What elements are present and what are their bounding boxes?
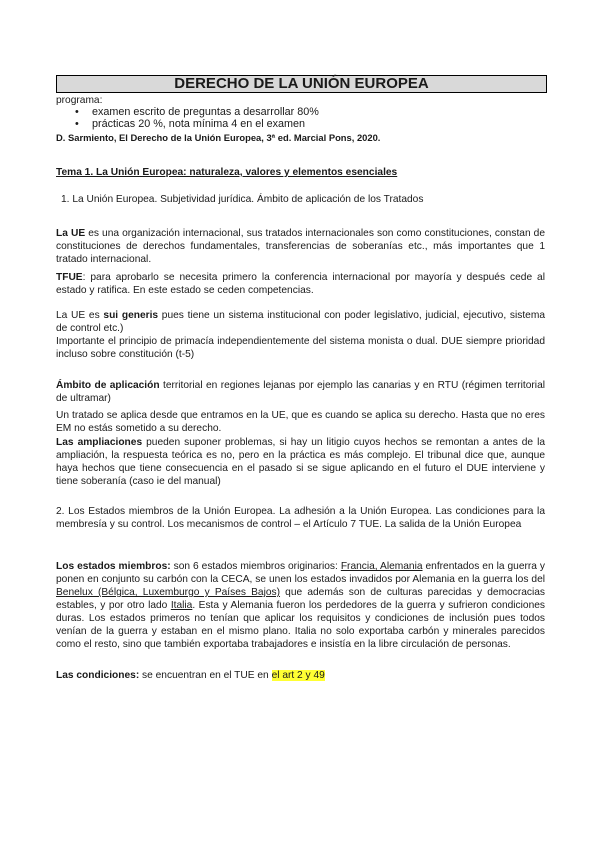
link-benelux: Benelux (Bélgica, Luxemburgo y Países Bajos) [56, 587, 281, 598]
ue-text: es una organización internacional, sus tratados internacionales son como constituciones, constan de constituciones de derechos fundamentales, transferencias de soberanías etc., más importantes que 1 tratado internacional. [56, 228, 546, 265]
list-item: • prácticas 20 %, nota mínima 4 en el examen [56, 118, 545, 130]
tfue-paragraph [56, 271, 545, 297]
estados-text-1: son 6 estados miembros originarios: [170, 561, 341, 572]
estados-text-2: enfrentados en la guerra y ponen en conjunto su carbón con la CECA, se unen los estados invadidos por Alemania en la guerra los del [56, 561, 545, 585]
sui-text: pues tiene un sistema institucional con poder legislativo, judicial, ejecutivo, sistema de control etc.) [56, 310, 545, 334]
ampliaciones-lead: Las ampliaciones [56, 437, 143, 448]
ue-paragraph [56, 227, 545, 266]
section-1-heading: 1. La Unión Europea. Subjetividad jurídica. Ámbito de aplicación de los Tratados [61, 194, 424, 205]
ampliaciones-paragraph [56, 436, 545, 488]
sui-pre: La UE es [56, 310, 104, 321]
link-francia-alemania: Francia, Alemania [340, 561, 423, 572]
estados-lead: Los estados miembros: [56, 561, 171, 572]
condiciones-text: se encuentran en el TUE en [139, 670, 272, 681]
condiciones-highlight: el art 2 y 49 [271, 670, 325, 681]
page-title: DERECHO DE LA UNIÓN EUROPEA [56, 75, 547, 93]
condiciones-paragraph [56, 669, 545, 682]
sui-text-2: Importante el principio de primacía independientemente del sistema monista o dual. DUE siempre prioridad incluso sobre constitución (t-5) [56, 336, 545, 360]
tratado-paragraph: Un tratado se aplica desde que entramos en la UE, que es cuando se aplica su derecho. Hasta que no eres EM no estás sometido a su derecho. [56, 410, 545, 434]
ambito-lead: Ámbito de aplicación [56, 380, 160, 391]
condiciones-lead: Las condiciones: [56, 670, 140, 681]
ue-lead: La UE [56, 228, 86, 239]
sui-lead: sui generis [103, 310, 159, 321]
programa-list [56, 106, 545, 130]
tema-heading: Tema 1. La Unión Europea: naturaleza, valores y elementos esenciales [56, 167, 398, 178]
link-italia: Italia [170, 600, 193, 611]
estados-text-4: . Esta y Alemania fueron los perdedores de la guerra y sufrieron condiciones duras. Los estados primeros no tenían que aplicar los requisitos y condiciones de inclusión pues todos venían de la guerra y estaban en el mismo plano. Italia no solo exportaba carbón y minerales parecidos como el resto, sino que también exportaba trabajadores e insistía en la libre circulación de personas. [56, 600, 546, 650]
programa-label: programa: [56, 95, 103, 106]
tfue-text: : para aprobarlo se necesita primero la conferencia internacional por mayoría y después cede al estado y ratifica. En este estado se ceden competencias. [56, 272, 545, 296]
tfue-lead: TFUE [56, 272, 83, 283]
estados-text-3: que además son de culturas parecidas y democracias estables, y por otro lado [56, 587, 545, 611]
ampliaciones-text: pueden suponer problemas, si hay un litigio cuyos hechos se remontan a antes de la ampliación, la respuesta teórica es no, pero en la práctica es más complejo. El tribunal dice que, aunque haya hechos que tiene consecuencia en el pasado si se sigue aplicando en el futuro el DUE interviene y tiene soberanía (caso ie del manual) [56, 437, 545, 487]
estados-paragraph [56, 560, 545, 651]
ambito-paragraph [56, 379, 545, 405]
section-2-heading: 2. Los Estados miembros de la Unión Europea. La adhesión a la Unión Europea. Las condiciones para la membresía y su control. Los mecanismos de control – el Artículo 7 TUE. La salida de la Unión Europea [56, 506, 545, 530]
ambito-text: territorial en regiones lejanas por ejemplo las canarias y en RTU (régimen territorial de ultramar) [56, 380, 545, 404]
reference-citation: D. Sarmiento, El Derecho de la Unión Europea, 3ª ed. Marcial Pons, 2020. [56, 132, 381, 143]
sui-generis-paragraph [56, 309, 545, 361]
list-item: • examen escrito de preguntas a desarrollar 80% [56, 106, 545, 118]
